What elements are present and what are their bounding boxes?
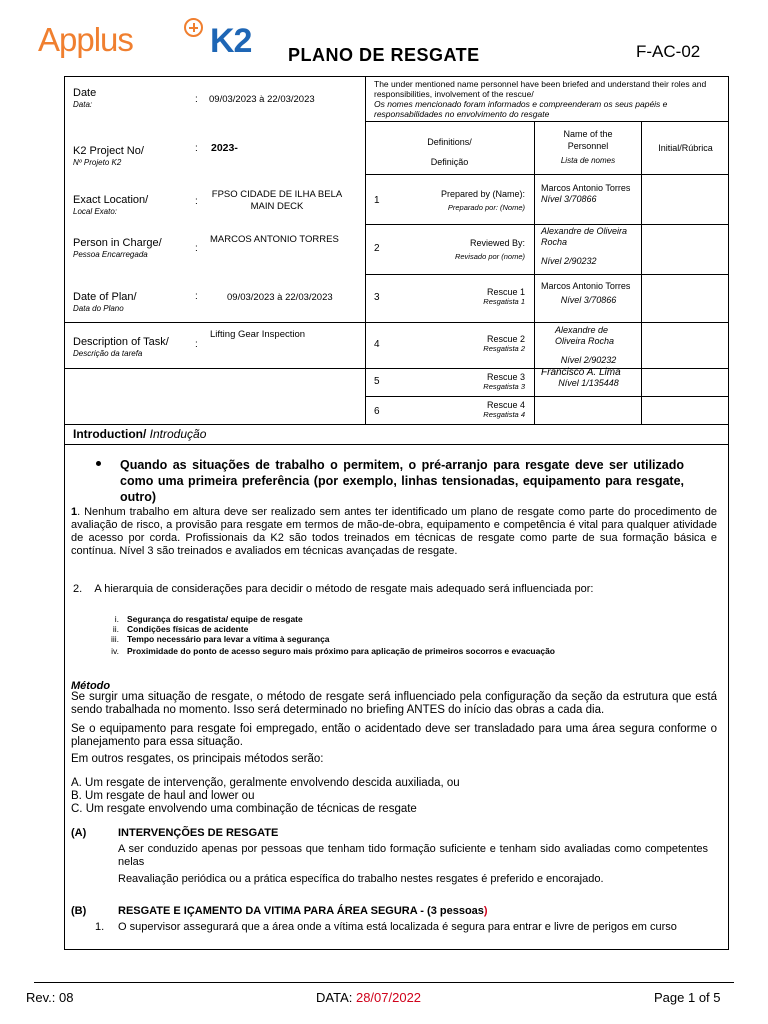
introduction-heading-pt: Introdução [149, 427, 207, 441]
definitions-header-pt: Definição [430, 157, 469, 167]
list-text: Segurança do resgatista/ equipe de resgate [127, 614, 303, 624]
divider [65, 322, 729, 323]
method-paragraph-3: Em outros resgates, os principais métodos serão: [71, 753, 324, 765]
intro-paragraph-1 [71, 506, 717, 558]
method-heading: Método [71, 680, 111, 692]
list-text: Tempo necessário para levar a vítima à segurança [127, 634, 330, 644]
list-number: iv. [111, 646, 119, 656]
role-pt: Resgatista 3 [483, 382, 525, 391]
role-pt: Resgatista 1 [483, 297, 525, 306]
row-personnel [541, 325, 636, 366]
company-logo [38, 21, 252, 60]
introduction-heading-en: Introduction/ [73, 427, 147, 441]
row-number: 6 [374, 406, 380, 417]
method-option-a: A. Um resgate de intervenção, geralmente envolvendo descida auxiliada, ou [71, 777, 460, 789]
role-pt: Revisado por (nome) [454, 252, 525, 261]
divider [641, 121, 642, 424]
location-value: FPSO CIDADE DE ILHA BELA MAIN DECK [211, 189, 343, 212]
logo-applus-text: Applus [38, 21, 133, 58]
section-a-paragraph-1: A ser conduzido apenas por pessoas que tenham tido formação suficiente e tenham sido avaliadas como competentes nelas [118, 843, 708, 868]
colon: : [195, 339, 198, 350]
divider [365, 274, 729, 275]
plus-icon [184, 18, 203, 37]
definitions-header [365, 132, 534, 172]
role-pt: Preparado por: (Nome) [447, 203, 525, 212]
method-option-c: C. Um resgate envolvendo uma combinação de técnicas de resgate [71, 803, 417, 815]
footer-date-value: 28/07/2022 [355, 990, 422, 1005]
method-paragraph-2: Se o equipamento para resgate foi empregado, então o acidentado deve ser transladado para uma área segura conforme o planejamento para essa situação. [71, 723, 717, 748]
plan-date-sub-label: Data do Plano [73, 304, 124, 313]
footer-revision: Rev.: 08 [26, 990, 74, 1005]
plan-date-value: 09/03/2023 à 22/03/2023 [227, 292, 333, 303]
paragraph-number: 2. [73, 583, 83, 595]
task-sub-label: Descrição da tarefa [73, 349, 143, 358]
colon: : [195, 94, 198, 105]
briefing-text-pt: Os nomes mencionado foram informados e compreenderam os seus papéis e responsabilidades no envolvimento do resgate [374, 99, 668, 119]
role-pt: Resgatista 2 [483, 344, 525, 353]
project-sub-label: Nº Projeto K2 [73, 158, 122, 167]
task-value: Lifting Gear Inspection [210, 329, 306, 340]
role-en: Reviewed By: [469, 238, 525, 248]
section-b-title-close: ) [483, 905, 488, 917]
row-personnel [541, 183, 636, 205]
list-item [100, 634, 330, 644]
personnel-name: Francisco A. Lima [541, 367, 621, 378]
personnel-level: Nível 2/90232 [560, 355, 617, 365]
personnel-level: Nível 3/70866 [560, 295, 617, 305]
intro-bullet: Quando as situações de trabalho o permitem, o pré-arranjo para resgate deve ser utilizado como uma primeira preferência (por exemplo, linhas tensionadas, equipamento para resgate, outro) [120, 458, 684, 504]
role-en: Rescue 4 [486, 400, 525, 410]
personnel-name: Alexandre de Oliveira Rocha [541, 226, 628, 247]
list-item [100, 614, 303, 624]
list-number: iii. [110, 634, 119, 644]
date-label: Date [73, 87, 97, 99]
location-sub-label: Local Exato: [73, 207, 118, 216]
role-en: Prepared by (Name): [440, 189, 525, 199]
list-number: ii. [112, 624, 119, 634]
footer-date [316, 990, 421, 1005]
paragraph-number: 1 [71, 506, 78, 518]
divider [65, 424, 729, 425]
divider [365, 77, 366, 424]
personnel-header-en: Name of the Personnel [563, 129, 613, 151]
divider [534, 121, 535, 424]
role-pt: Resgatista 4 [483, 410, 525, 419]
logo-k2-text: K2 [210, 22, 252, 60]
footer-divider [34, 982, 734, 983]
date-sub-label: Data: [73, 100, 93, 109]
briefing-text [374, 79, 724, 119]
plan-date-field-label [73, 291, 137, 315]
role-en: Rescue 1 [486, 287, 525, 297]
task-field-label [73, 336, 169, 360]
briefing-text-en: The under mentioned name personnel have been briefed and understand their roles and responsibilities, involvement of the rescue/ [374, 79, 707, 99]
row-personnel [541, 226, 636, 267]
divider [365, 121, 729, 122]
footer-page-number: Page 1 of 5 [654, 990, 721, 1005]
section-a-label: (A) [71, 827, 87, 839]
plan-date-label: Date of Plan/ [73, 291, 137, 303]
date-value: 09/03/2023 à 22/03/2023 [209, 94, 315, 105]
section-b-item-number: 1. [95, 921, 105, 933]
person-value: MARCOS ANTONIO TORRES [210, 234, 339, 245]
row-number: 4 [374, 339, 380, 350]
divider [365, 396, 729, 397]
row-role [405, 287, 525, 307]
section-b-label: (B) [71, 905, 87, 917]
paragraph-text: A hierarquia de considerações para decidir o método de resgate mais adequado será influenciada por: [94, 583, 594, 595]
row-number: 1 [374, 195, 380, 206]
row-number: 3 [374, 292, 380, 303]
row-role [405, 334, 525, 354]
introduction-heading [73, 427, 206, 441]
row-role [405, 400, 525, 420]
definitions-header-en: Definitions/ [427, 137, 472, 147]
personnel-header [545, 128, 631, 166]
section-b-title [118, 905, 488, 918]
row-number: 5 [374, 376, 380, 387]
section-b-item-text: O supervisor assegurará que a área onde a vítima está localizada é segura para entrar e livre de perigos em curso [118, 921, 677, 933]
list-item [100, 624, 248, 634]
paragraph-text: . Nenhum trabalho em altura deve ser realizado sem antes ter identificado um plano de resgate como parte do procedimento de avaliação de risco, a provisão para resgate em termos de mão-de-obra, equipamento e competência é vital para qualquer atividade de acesso por corda. Profissionais da K2 são todos treinados em técnicas de resgate como parte de sua formação básica e contínua. Nível 3 são treinados e avaliados em técnicas avançadas de resgate. [71, 506, 717, 557]
row-role [405, 234, 525, 262]
list-number: i. [114, 614, 119, 624]
row-number: 2 [374, 243, 380, 254]
method-option-b: B. Um resgate de haul and lower ou [71, 790, 255, 802]
list-item [100, 646, 555, 656]
location-label: Exact Location/ [73, 194, 149, 206]
row-personnel [541, 367, 636, 389]
list-text: Condições físicas de acidente [127, 624, 249, 634]
personnel-level: Nível 1/135448 [558, 378, 619, 388]
divider [65, 444, 729, 445]
document-code: F-AC-02 [636, 42, 701, 61]
row-role [405, 372, 525, 392]
document-title: PLANO DE RESGATE [288, 45, 480, 65]
role-en: Rescue 3 [486, 372, 525, 382]
personnel-header-pt: Lista de nomes [560, 156, 616, 165]
date-field-label [73, 87, 96, 111]
list-text: Proximidade do ponto de acesso seguro mais próximo para aplicação de primeiros socorros e evacuação [127, 646, 555, 656]
person-sub-label: Pessoa Encarregada [73, 250, 148, 259]
divider [365, 224, 729, 225]
section-a-title: INTERVENÇÕES DE RESGATE [118, 827, 279, 839]
task-label: Description of Task/ [73, 336, 169, 348]
project-value: 2023- [211, 142, 238, 154]
method-paragraph-1: Se surgir uma situação de resgate, o método de resgate será influenciado pela configuração da seção da estrutura que está sendo trabalhada no momento. Isso será determinado no briefing ANTES do início das obras a cada dia. [71, 691, 717, 716]
colon: : [195, 143, 198, 154]
person-field-label [73, 237, 162, 261]
colon: : [195, 243, 198, 254]
section-b-title-text: RESGATE E IÇAMENTO DA VITIMA PARA ÁREA SEGURA - (3 pessoas [118, 905, 484, 917]
row-role [405, 185, 525, 213]
personnel-name: Marcos Antonio Torres [541, 183, 631, 193]
colon: : [195, 196, 198, 207]
footer-date-label: DATA: [316, 990, 356, 1005]
initial-header: Initial/Rúbrica [658, 143, 713, 153]
divider [365, 174, 729, 175]
personnel-name: Alexandre de Oliveira Rocha [555, 325, 615, 346]
colon: : [195, 291, 198, 302]
form-frame [64, 76, 729, 950]
section-a-paragraph-2: Reavaliação periódica ou a prática específica do trabalho nestes resgates é preferido e encorajado. [118, 873, 604, 885]
personnel-level: Nível 2/90232 [541, 256, 597, 266]
role-en: Rescue 2 [486, 334, 525, 344]
project-field-label [73, 145, 144, 169]
personnel-level: Nível 3/70866 [541, 194, 597, 204]
row-personnel [541, 281, 636, 306]
person-label: Person in Charge/ [73, 237, 162, 249]
personnel-name: Marcos Antonio Torres [541, 281, 631, 291]
location-field-label [73, 194, 148, 218]
intro-paragraph-2 [73, 583, 713, 596]
project-label: K2 Project No/ [73, 145, 144, 157]
